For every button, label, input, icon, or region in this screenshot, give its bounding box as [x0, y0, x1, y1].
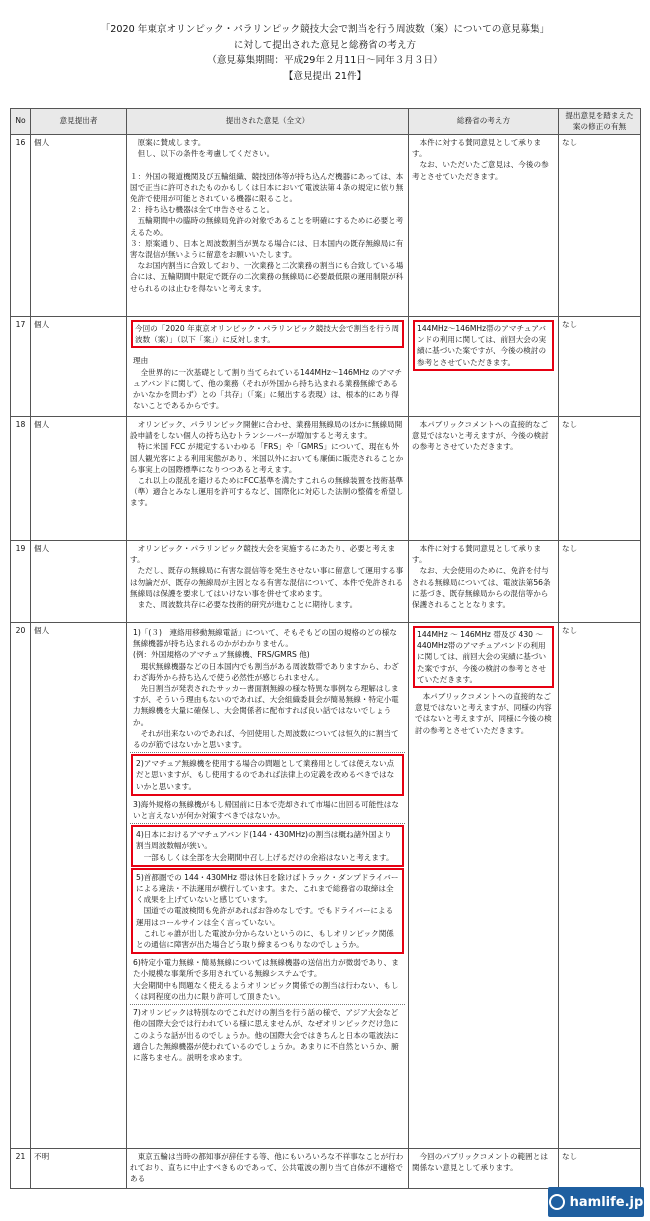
row-ministry: 本件に対する賛同意見として承ります。 なお、いただいたご意見は、今後の参考とさせていただきます。: [409, 135, 559, 317]
row-ministry: 今回のパブリックコメントの範囲とは関係ない意見として承ります。: [409, 1149, 559, 1189]
row-opinion: [127, 317, 409, 417]
row-ministry: 本パブリックコメントへの直接的なご意見ではないと考えますが、今後の検討の参考とさせていただきます。: [409, 417, 559, 541]
opinion-table: [10, 108, 641, 1189]
table-row: [11, 317, 641, 417]
row-no: 17: [11, 317, 31, 417]
row-revision: なし: [559, 135, 641, 317]
row-no: 21: [11, 1149, 31, 1189]
row-revision: なし: [559, 623, 641, 1149]
opinion-item-1: 1)「(３) 連絡用移動無線電話」について、そもそもどの国の規格のどの様な無線機器が持ち込まれるのかがわかりません。 (例：外国規格のアマチュア無線機、FRS/GMRS 他) 現状無線機器などの日本国内でも割当がある周波数帯でありますから、わざわざ海外から持ち込んで使う必然性が感じられません。 先日割当が発表されたサッカー書面割無線の様な特異な事例なら理解はしますが、そういう理由もないのであれば、大会組織委員会が簡易無線・特定小電力無線機を大量に確保し、大会関係者に配布すれば良い話ではないでしょうか。 それが出来ないのであれば、今回使用した周波数については恒久的に割当てるのが筋ではないかと思います。: [130, 625, 405, 753]
row-submitter: 個人: [31, 623, 127, 1149]
opinion-item-6: 6)特定小電力無線・簡易無線については無線機器の送信出力が微弱であり、また小規模な事業所で多用されている無線システムです。 大会期間中も問題なく使えるようオリンピック関係での割当は行わない、もしくは同程度の出力に限り許可して頂きたい。: [130, 955, 405, 1005]
row-revision: なし: [559, 541, 641, 623]
ministry-rest: 本パブリックコメントへの直接的なご意見ではないと考えますが、同様の内容ではないと考えますが、同様に今後の検討の参考とさせていただきます。: [415, 692, 552, 735]
table-row: [11, 135, 641, 317]
opinion-item-3: 3)海外規格の無線機がもし帰国前に日本で売却されて市場に出回る可能性はないと言えないが何か対策すべきではないか。: [130, 797, 405, 824]
row-ministry: [409, 317, 559, 417]
highlighted-opinion: 今回の「2020 年東京オリンピック・パラリンピック競技大会で割当を行う周波数（案）」（以下「案」）に反対します。: [131, 320, 404, 348]
col-ministry: 総務省の考え方: [409, 109, 559, 135]
header-title: 「2020 年東京オリンピック・パラリンピック競技大会で割当を行う周波数（案）についての意見募集」: [100, 24, 550, 35]
opinion-item-2-highlighted: 2)アマチュア無線機を使用する場合の問題として業務用としては使えない点だと思いますが、もし使用するのであれば法律上の定義を改めるべきではないかと思います。: [131, 754, 404, 796]
opinion-item-5-highlighted: 5)首都圏での 144・430MHz 帯は休日を除けばトラック・ダンプドライバーによる違法・不法運用が横行しています。また、これまで総務省の取締は全く成果を上げていないと感じています。 国道での電波検問も免許があればお咎めなしです。でもドライバーによる運用はコールサインは全く言っていない。 これじゃ誰が出した電波か分からないというのに、もしオリンピック関係との通信に障害が出た場合どう取り締まるつもりなのでしょうか。: [131, 868, 404, 954]
row-no: 20: [11, 623, 31, 1149]
hamlife-watermark: [548, 1187, 644, 1217]
col-opinion: 提出された意見（全文）: [127, 109, 409, 135]
hamlife-logo-icon: [549, 1194, 565, 1210]
col-revision: 提出意見を踏まえた案の修正の有無: [559, 109, 641, 135]
row-opinion: 東京五輪は当時の都知事が辞任する等、他にもいろいろな不祥事なことが行われており、直ちに中止すべきものであって、公共電波の割り当て自体が不適格である: [127, 1149, 409, 1189]
col-submitter: 意見提出者: [31, 109, 127, 135]
document-header: [0, 22, 650, 84]
row-no: 18: [11, 417, 31, 541]
row-ministry: [409, 623, 559, 1149]
opinion-item-7: 7)オリンピックは特別なのでこれだけの割当を行う話の様で、アジア大会など他の国際大会では行われている様に思えませんが、なぜオリンピックだけ急にこのような話が出るのでしょうか。他の国際大会ではきちんと日本の電波法に適合した無線機器が使われているのでしょうか。あまりに不自然というか、腑に落ちません。説明を求めます。: [133, 1008, 399, 1062]
row-opinion: オリンピック、パラリンピック開催に合わせ、業務用無線局のほかに無線局開設申請をしない個人の持ち込むトランシーバーが増加すると考えます。 特に米国 FCC が規定するいわゆる「FRS」や「GMRS」について、現在も外国人観光客による利用実態があり、米国以外においても廉価に販売されることから事実上の国際標準になりつつあると考えます。 これ以上の混乱を避けるためにFCC基準を満たすこれらの無線装置を技術基準（準）適合とみなし運用を許可するなど、国際化に対応した法制の整備を希望します。: [127, 417, 409, 541]
header-subtitle: に対して提出された意見と総務省の考え方: [233, 39, 417, 51]
table-header-row: [11, 109, 641, 135]
table-row: [11, 623, 641, 1149]
row-submitter: 個人: [31, 541, 127, 623]
opinion-reason: 理由 全世界的に一次基礎として割り当てられている144MHz～146MHz のアマチュアバンドに関して、他の業務（それが外国から持ち込まれる業務無線であるかいなかを問わず）との「共存」（「案」に頻出する表現）は、根本的にあり得ないことであるからです。: [133, 356, 402, 411]
row-no: 16: [11, 135, 31, 317]
row-submitter: 個人: [31, 135, 127, 317]
row-ministry: 本件に対する賛同意見として承ります。 なお、大会使用のために、免許を付与される無線局については、電波法第56条に基づき、既存無線局からの混信等から保護されることとなります。: [409, 541, 559, 623]
highlighted-ministry: 144MHz～146MHz帯のアマチュアバンドの利用に関しては、前回大会の実績に基づいた案ですが、今後の検討の参考とさせていただきます。: [413, 320, 554, 371]
header-count: 【意見提出 21件】: [283, 70, 367, 82]
row-opinion: [127, 623, 409, 1149]
row-submitter: 個人: [31, 417, 127, 541]
col-no: No: [11, 109, 31, 135]
table-row: [11, 417, 641, 541]
row-no: 19: [11, 541, 31, 623]
table-row: [11, 541, 641, 623]
row-submitter: 個人: [31, 317, 127, 417]
row-revision: なし: [559, 1149, 641, 1189]
opinion-item-4-highlighted: 4)日本におけるアマチュアバンド(144・430MHz)の割当は概ね諸外国より割当周波数幅が狭い。 一部もしくは全部を大会期間中召し上げるだけの余裕はないと考えます。: [131, 825, 404, 867]
row-revision: なし: [559, 317, 641, 417]
header-period: （意見募集期間：平成29年２月11日～同年３月３日）: [207, 55, 443, 66]
row-revision: なし: [559, 417, 641, 541]
row-opinion: オリンピック・パラリンピック競技大会を実施するにあたり、必要と考えます。 ただし、既存の無線局に有害な混信等を発生させない事に留意して運用する事は勿論だが、既存の無線局が主因となる有害な混信について、本件で免許される無線局は保護を要求してはいけない事を併せて求めます。 また、周波数共存に必要な技術的研究が進むことに期待します。: [127, 541, 409, 623]
table-row: [11, 1149, 641, 1189]
watermark-text: hamlife.jp: [569, 1194, 644, 1210]
row-submitter: 不明: [31, 1149, 127, 1189]
highlighted-ministry: 144MHz ～ 146MHz 帯及び 430 ～ 440MHz帯のアマチュアバンドの利用に関しては、前回大会の実績に基づいた案ですが、今後の検討の参考とさせていただきます。: [413, 626, 554, 688]
row-opinion: 原案に賛成します。 但し、以下の条件を考慮してください。 １：外国の報道機関及び五輪組織、競技団体等が持ち込んだ機器にあっては、本国で正当に許可されたものかもしくは日本において電波法第４条の規定に依り無免許で使用が可能とされている機器に限ること。 ２：持ち込む機器は全て申告させること。 五輪期間中の臨時の無線局免許の対象であることを明確にするために必要と考えるため。 ３：原案通り、日本と周波数割当が異なる場合には、日本国内の既存無線局に有害な混信が無いように留意をお願いいたします。 なお国内割当に合致しており、一次業務と二次業務の割当にも合致している場合には、五輪期間中限定で既存の二次業務の無線局に必要最低限の運用制限が科せられるのは止むを得ないと考えます。: [127, 135, 409, 317]
